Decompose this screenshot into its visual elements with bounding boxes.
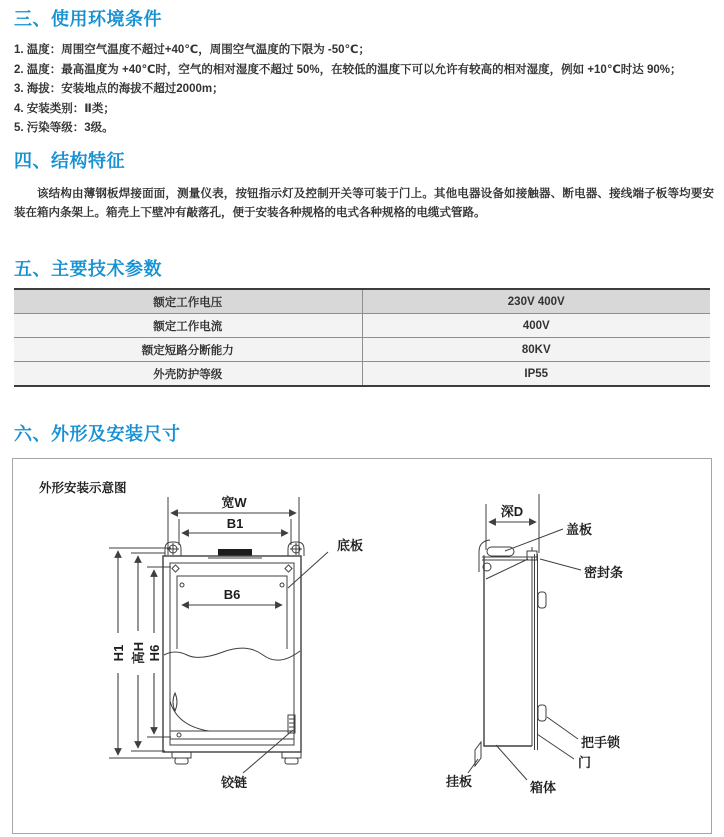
environment-list — [14, 41, 710, 139]
list-item: 2. 温度：最高温度为 +40℃时，空气的相对湿度不超过 50%，在较低的温度下可以允许有较高的相对湿度，例如 +10℃时达 90%； — [14, 63, 682, 76]
box-body-outline — [484, 557, 532, 746]
table-row — [14, 314, 710, 338]
section-dimensions — [14, 423, 710, 445]
diagram-title: 外形安装示意图 — [39, 481, 127, 495]
break-line — [164, 648, 300, 660]
param-name-cell: 外壳防护等级 — [14, 362, 362, 387]
door-lines — [535, 554, 538, 750]
label-door: 门 — [578, 755, 592, 770]
dim-label-h1: H1 — [111, 644, 126, 662]
section-environment — [14, 8, 710, 139]
section-environment-heading: 三、使用环境条件 — [14, 9, 162, 29]
list-item: 4. 安装类别：Ⅱ类； — [14, 102, 115, 115]
param-value-cell: IP55 — [362, 362, 710, 387]
cover-plate — [487, 547, 514, 556]
param-value-cell: 80KV — [362, 338, 710, 362]
dimension-diagram-panel — [12, 458, 712, 834]
list-item: 3. 海拔：安装地点的海拔不超过2000m； — [14, 83, 224, 95]
param-value-cell: 230V 400V — [362, 289, 710, 314]
param-name-cell: 额定工作电压 — [14, 289, 362, 314]
list-item: 1. 温度：周围空气温度不超过+40℃，周围空气温度的下限为 -50℃； — [14, 44, 370, 56]
handle-upper — [538, 592, 546, 608]
section-structure — [14, 150, 714, 223]
dim-label-b6: B6 — [223, 587, 241, 602]
handle-lock — [538, 705, 546, 721]
param-name-cell: 额定工作电流 — [14, 314, 362, 338]
structure-paragraph: 该结构由薄钢板焊接面面，测量仪表，按钮指示灯及控制开关等可装于门上。其他电器设备如接触器、断电器、接线端子板等均要安装在箱内条架上。箱壳上下壁冲有敲落孔，便于安装各种规格的电式各种规格的电缆式管路。 — [14, 188, 714, 219]
section-structure-heading: 四、结构特征 — [14, 151, 125, 171]
dim-label-h: 高H — [131, 641, 146, 665]
cabinet-feet — [172, 752, 301, 764]
section-parameters-heading: 五、主要技术参数 — [14, 259, 162, 279]
label-bottom-plate: 底板 — [337, 538, 364, 553]
label-handle-lock: 把手锁 — [581, 735, 621, 750]
label-box-body: 箱体 — [530, 780, 557, 795]
dim-label-depth-d: 深D — [500, 504, 524, 519]
keyhole — [173, 693, 177, 711]
installation-diagram — [13, 459, 711, 833]
table-row — [14, 289, 710, 314]
param-name-cell: 额定短路分断能力 — [14, 338, 362, 362]
label-hinge: 铰链 — [221, 775, 248, 790]
param-value-cell: 400V — [362, 314, 710, 338]
section-parameters — [14, 258, 710, 387]
table-row — [14, 338, 710, 362]
section-dimensions-heading: 六、外形及安装尺寸 — [14, 424, 181, 444]
cabinet-top-handle — [218, 549, 252, 556]
dim-label-b1: B1 — [226, 516, 244, 531]
parameters-table — [14, 288, 710, 387]
label-cover-plate: 盖板 — [566, 522, 593, 537]
label-hang-plate: 挂板 — [446, 774, 473, 789]
list-item: 5. 污染等级：3级。 — [14, 122, 114, 134]
dim-label-width-w: 宽W — [221, 495, 247, 510]
table-row — [14, 362, 710, 387]
label-sealing-strip: 密封条 — [584, 565, 624, 580]
dim-label-h6: H6 — [147, 644, 162, 662]
